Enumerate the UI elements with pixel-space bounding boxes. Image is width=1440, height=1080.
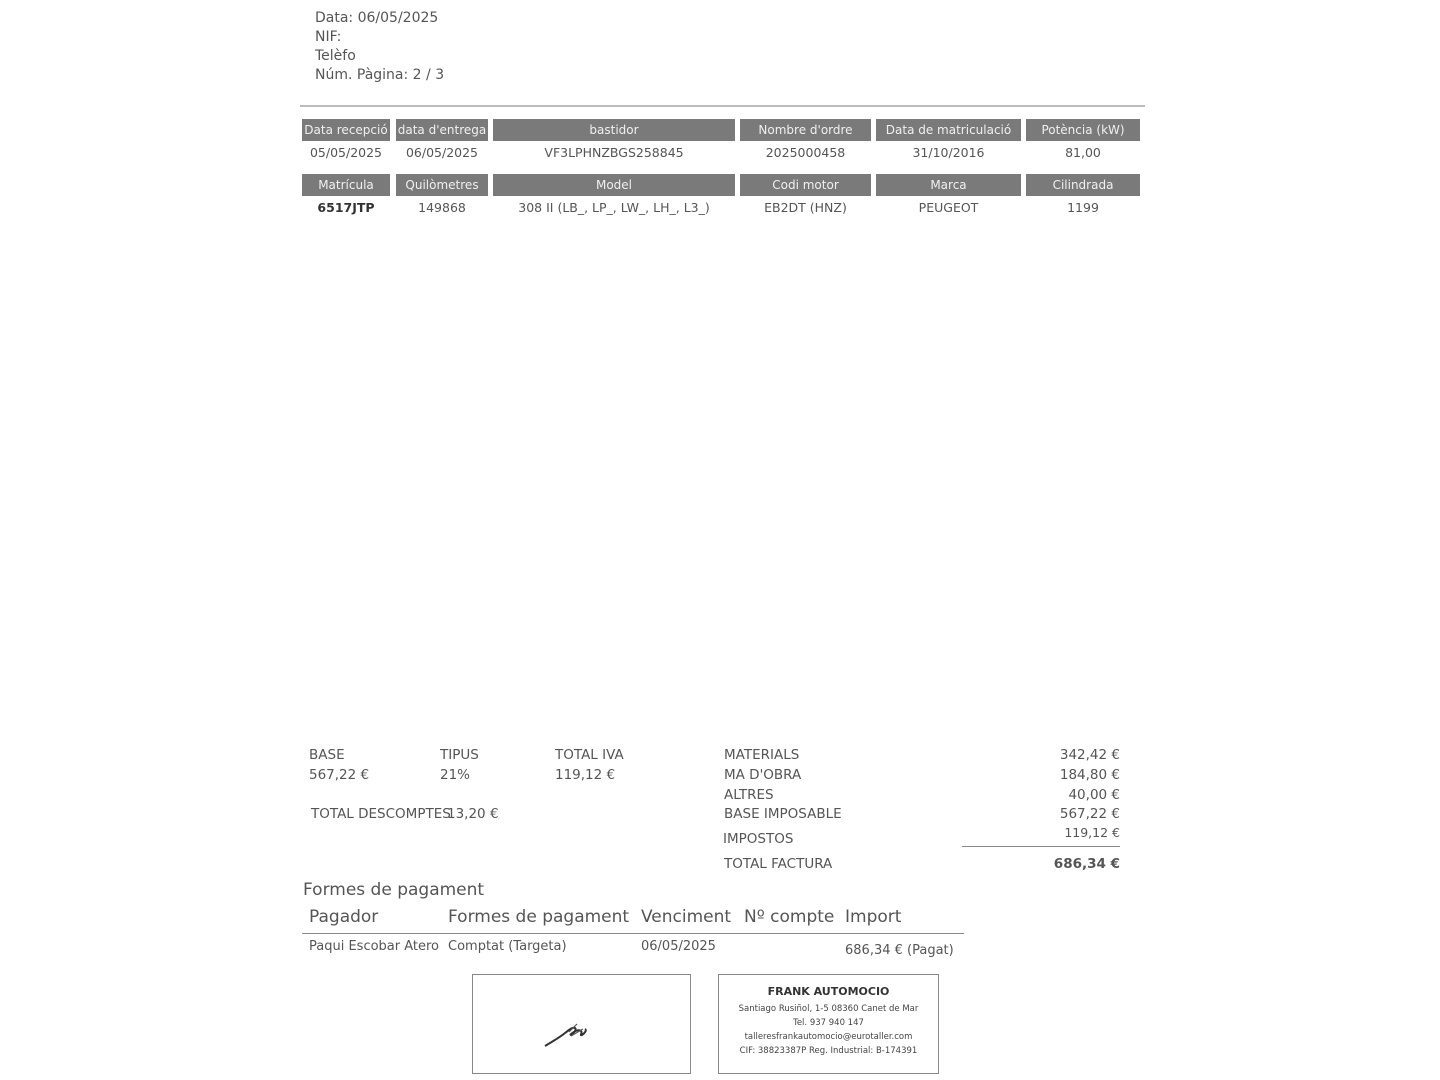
payment-header-method: Formes de pagament: [448, 907, 630, 927]
payment-section-title: Formes de pagament: [303, 880, 485, 900]
stamp-registration: CIF: 38823387P Reg. Industrial: B-174391: [739, 1046, 918, 1056]
value-model: 308 II (LB_, LP_, LW_, LH_, L3_): [518, 200, 710, 215]
stamp-company-name: FRANK AUTOMOCIO: [767, 985, 890, 998]
value-registration-date: 31/10/2016: [912, 145, 985, 160]
summary-label-others: ALTRES: [724, 787, 774, 803]
header-displacement: Cilindrada: [1026, 174, 1140, 196]
stamp-address: Santiago Rusiñol, 1-5 08360 Canet de Mar: [738, 1004, 919, 1014]
discounts-value: 13,20 €: [447, 806, 499, 822]
header-order-number: Nombre d'ordre: [740, 119, 871, 141]
summary-value-others: 40,00 €: [1068, 787, 1120, 803]
value-reception-date: 05/05/2025: [309, 145, 383, 160]
phone-label: Telèfo: [315, 48, 356, 64]
tax-total-iva-value: 119,12 €: [555, 767, 616, 783]
summary-value-materials: 342,42 €: [1059, 747, 1120, 763]
header-model: Model: [493, 174, 735, 196]
payment-header-amount: Import: [845, 907, 902, 927]
discounts-label: TOTAL DESCOMPTES: [311, 806, 451, 822]
tax-total-iva-label: TOTAL IVA: [555, 747, 624, 763]
header-engine-code: Codi motor: [740, 174, 871, 196]
stamp-email: talleresfrankautomocio@eurotaller.com: [744, 1032, 913, 1042]
tax-base-label: BASE: [309, 747, 345, 763]
header-delivery-date: data d'entrega: [396, 119, 488, 141]
page-number: Núm. Pàgina: 2 / 3: [315, 67, 445, 83]
value-engine-code: EB2DT (HNZ): [764, 200, 847, 215]
payment-method: Comptat (Targeta): [448, 939, 567, 954]
summary-label-labour: MA D'OBRA: [724, 767, 802, 783]
value-order-number: 2025000458: [765, 145, 846, 160]
stamp-phone: Tel. 937 940 147: [793, 1018, 864, 1028]
summary-label-taxes: IMPOSTOS: [723, 831, 794, 847]
value-power: 81,00: [1065, 145, 1101, 160]
header-divider: [300, 105, 1145, 107]
company-stamp: [718, 974, 939, 1074]
summary-label-total: TOTAL FACTURA: [724, 856, 833, 872]
tax-base-value: 567,22 €: [309, 767, 370, 783]
payment-due-date: 06/05/2025: [641, 939, 716, 954]
payment-header-account: Nº compte: [744, 907, 835, 927]
signature-scribble: [473, 975, 692, 1075]
summary-value-taxes: 119,12 €: [1064, 825, 1120, 840]
value-brand: PEUGEOT: [918, 200, 979, 215]
header-power: Potència (kW): [1026, 119, 1140, 141]
summary-label-materials: MATERIALS: [724, 747, 800, 763]
payment-payer: Paqui Escobar Atero: [309, 939, 440, 954]
value-plate: 6517JTP: [317, 200, 375, 215]
payment-amount: 686,34 € (Pagat): [845, 943, 954, 958]
header-reception-date: Data recepció: [302, 119, 390, 141]
header-chassis: bastidor: [493, 119, 735, 141]
payment-header-divider: [302, 933, 964, 934]
invoice-date: Data: 06/05/2025: [315, 10, 439, 26]
header-registration-date: Data de matriculació: [876, 119, 1021, 141]
tax-type-value: 21%: [440, 767, 471, 783]
value-kilometres: 149868: [418, 200, 466, 215]
header-kilometres: Quilòmetres: [396, 174, 488, 196]
value-chassis: VF3LPHNZBGS258845: [544, 145, 684, 160]
summary-value-labour: 184,80 €: [1059, 767, 1120, 783]
summary-label-taxable-base: BASE IMPOSABLE: [724, 806, 842, 822]
header-plate: Matrícula: [302, 174, 390, 196]
value-displacement: 1199: [1067, 200, 1099, 215]
payment-header-due: Venciment: [641, 907, 732, 927]
header-brand: Marca: [876, 174, 1021, 196]
signature-box: [472, 974, 691, 1074]
total-divider: [962, 846, 1120, 847]
tax-type-label: TIPUS: [440, 747, 479, 763]
nif-label: NIF:: [315, 29, 342, 45]
value-delivery-date: 06/05/2025: [405, 145, 479, 160]
payment-header-payer: Pagador: [309, 907, 379, 927]
summary-value-taxable-base: 567,22 €: [1059, 806, 1120, 822]
summary-value-total: 686,34 €: [1053, 856, 1120, 872]
